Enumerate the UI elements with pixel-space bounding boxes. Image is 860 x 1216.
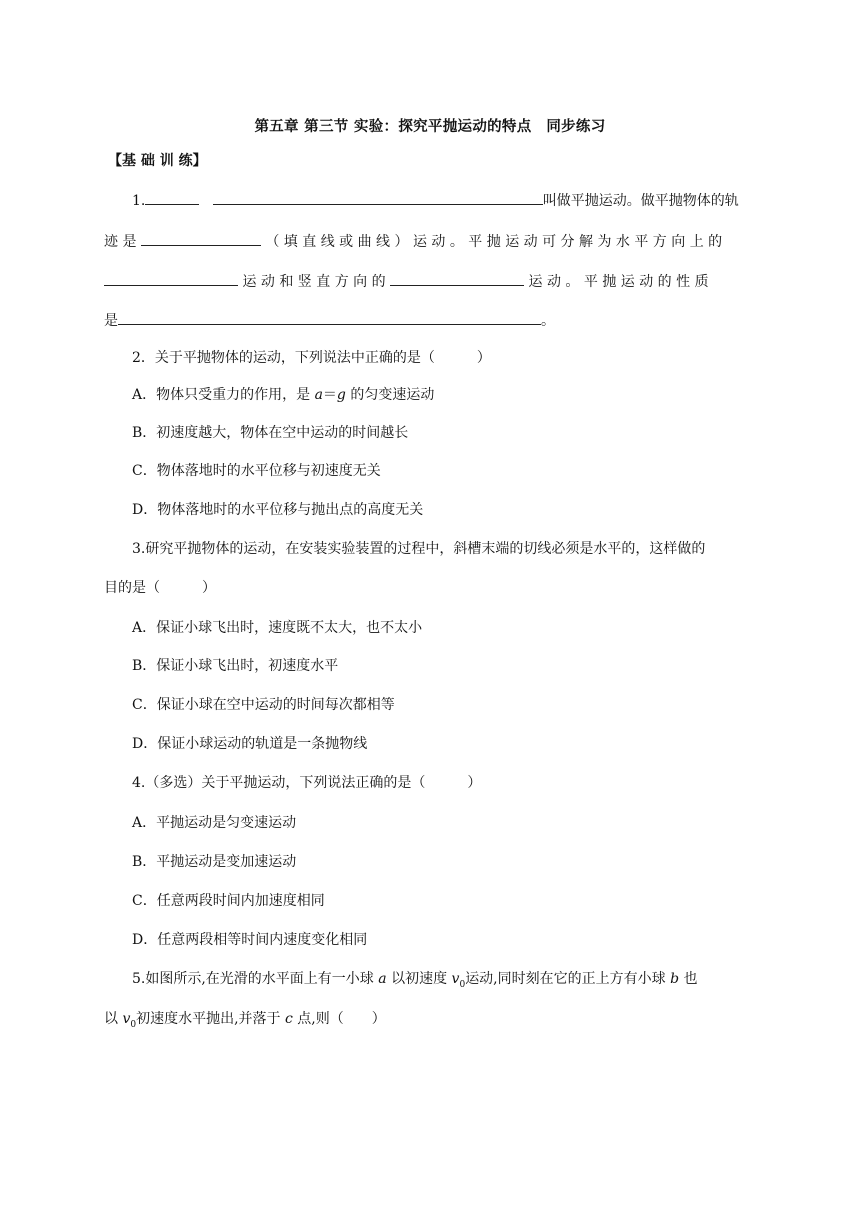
q1-text-a: 叫做平抛运动。做平抛物体的轨 — [542, 193, 739, 209]
q3-option-c: C．保证小球在空中运动的时间每次都相等 — [132, 697, 395, 713]
q2-a-text: A．物体只受重力的作用，是 — [132, 387, 315, 403]
q5-var-a: a — [378, 971, 387, 987]
q2-option-a — [132, 385, 434, 405]
q1-text-b1: 迹 是 — [104, 234, 137, 250]
q5-l2-sub-0: 0 — [130, 1019, 137, 1030]
q2-stem: 2．关于平抛物体的运动，下列说法中正确的是（ ） — [132, 350, 491, 366]
q1-blank-3[interactable] — [141, 231, 261, 246]
q1-blank-2[interactable] — [213, 190, 543, 205]
q5-l2-text-b: 初速度水平抛出,并落于 — [136, 1011, 286, 1027]
q1-text-d1: 是 — [104, 313, 118, 329]
q1-text-c1: 运 动 和 竖 直 方 向 的 — [242, 274, 386, 290]
q3-option-a: A．保证小球飞出时，速度既不太大，也不太小 — [132, 620, 423, 636]
q1-text-b2: （ 填 直 线 或 曲 线 ） 运 动 。 平 抛 运 动 可 分 解 为 水 平 方 向 上 的 — [265, 234, 723, 250]
q1-line-3 — [104, 271, 709, 292]
q1-line-4 — [104, 310, 555, 331]
page-title: 第五章 第三节 实验：探究平抛运动的特点 同步练习 — [254, 119, 606, 135]
q2-a-eq: ＝ — [322, 387, 337, 403]
q5-l2-text-c: 点,则（ ） — [292, 1011, 386, 1027]
q1-text-c2: 运 动 。 平 抛 运 动 的 性 质 — [528, 274, 709, 290]
q5-l1-text-c: 运动,同时刻在它的正上方有小球 — [465, 971, 671, 987]
q4-option-a: A．平抛运动是匀变速运动 — [132, 815, 297, 831]
q4-option-d: D．任意两段相等时间内速度变化相同 — [132, 932, 368, 948]
q5-l2-var-v: v — [122, 1011, 131, 1027]
q3-option-b: B．保证小球飞出时，初速度水平 — [132, 658, 339, 674]
q1-blank-5[interactable] — [390, 271, 524, 286]
q5-l1-text-a: 5.如图所示,在光滑的水平面上有一小球 — [132, 971, 379, 987]
q4-option-c: C．任意两段时间内加速度相同 — [132, 893, 325, 909]
q2-option-b: B．初速度越大，物体在空中运动的时间越长 — [132, 425, 409, 441]
q2-option-c: C．物体落地时的水平位移与初速度无关 — [132, 463, 381, 479]
section-heading: 【基 础 训 练】 — [108, 153, 207, 169]
q1-blank-4[interactable] — [104, 271, 238, 286]
q1-text-d2: 。 — [541, 313, 555, 329]
q5-var-v: v — [451, 971, 460, 987]
q2-a-var-a: a — [314, 387, 323, 403]
q2-option-d: D．物体落地时的水平位移与抛出点的高度无关 — [132, 502, 424, 518]
q5-var-b: b — [670, 971, 680, 987]
q5-l1-text-d: 也 — [679, 971, 698, 987]
q4-stem: 4.（多选）关于平抛运动，下列说法正确的是（ ） — [132, 775, 482, 791]
q5-line-1 — [132, 969, 698, 995]
q5-l1-text-b: 以初速度 — [386, 971, 452, 987]
q5-line-2 — [104, 1009, 386, 1035]
q4-option-b: B．平抛运动是变加速运动 — [132, 854, 297, 870]
q3-stem-line-1: 3.研究平抛物体的运动，在安装实验装置的过程中，斜槽末端的切线必须是水平的，这样做的 — [132, 541, 706, 557]
q1-blank-6[interactable] — [118, 310, 541, 325]
q1-blank-1[interactable] — [145, 190, 199, 205]
q2-a-text-end: 的匀变速运动 — [345, 387, 435, 403]
q3-stem-line-2: 目的是（ ） — [104, 580, 216, 596]
q5-sub-0: 0 — [459, 979, 466, 990]
q3-option-d: D．保证小球运动的轨道是一条抛物线 — [132, 736, 368, 752]
q5-var-c: c — [285, 1011, 293, 1027]
q5-l2-text-a: 以 — [104, 1011, 123, 1027]
q1-line-1 — [132, 190, 739, 211]
q2-a-var-g: g — [336, 387, 346, 403]
q1-line-2 — [104, 231, 722, 252]
q1-number: 1. — [132, 193, 146, 209]
